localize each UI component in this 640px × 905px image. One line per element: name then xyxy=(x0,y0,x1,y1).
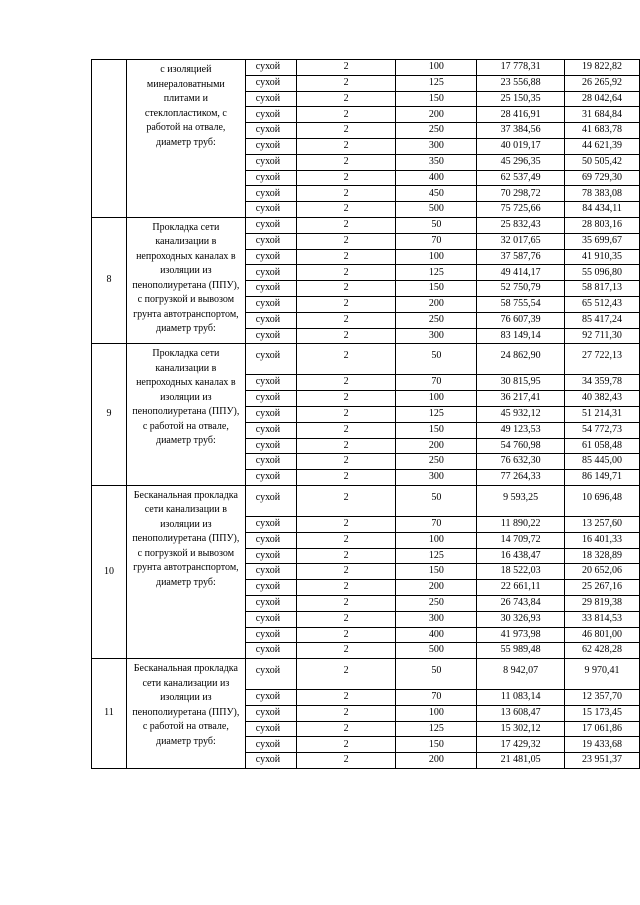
soil-type-cell: сухой xyxy=(245,705,296,721)
price-cell: 76 607,39 xyxy=(477,312,565,328)
diameter-cell: 50 xyxy=(396,659,477,690)
price-with-vat-cell: 44 621,39 xyxy=(565,138,640,154)
price-cell: 76 632,30 xyxy=(477,454,565,470)
price-cell: 17 429,32 xyxy=(477,737,565,753)
price-cell: 75 725,66 xyxy=(477,202,565,218)
category-cell: 2 xyxy=(296,438,396,454)
price-cell: 17 778,31 xyxy=(477,60,565,76)
diameter-cell: 100 xyxy=(396,532,477,548)
category-cell: 2 xyxy=(296,249,396,265)
diameter-cell: 250 xyxy=(396,454,477,470)
price-cell: 62 537,49 xyxy=(477,170,565,186)
price-cell: 70 298,72 xyxy=(477,186,565,202)
soil-type-cell: сухой xyxy=(245,516,296,532)
category-cell: 2 xyxy=(296,470,396,486)
price-with-vat-cell: 15 173,45 xyxy=(565,705,640,721)
category-cell: 2 xyxy=(296,721,396,737)
diameter-cell: 200 xyxy=(396,753,477,769)
soil-type-cell: сухой xyxy=(245,202,296,218)
soil-type-cell: сухой xyxy=(245,753,296,769)
category-cell: 2 xyxy=(296,186,396,202)
price-with-vat-cell: 35 699,67 xyxy=(565,233,640,249)
price-cell: 45 296,35 xyxy=(477,154,565,170)
category-cell: 2 xyxy=(296,202,396,218)
soil-type-cell: сухой xyxy=(245,217,296,233)
diameter-cell: 500 xyxy=(396,643,477,659)
price-cell: 14 709,72 xyxy=(477,532,565,548)
diameter-cell: 70 xyxy=(396,516,477,532)
diameter-cell: 400 xyxy=(396,170,477,186)
category-cell: 2 xyxy=(296,154,396,170)
price-with-vat-cell: 34 359,78 xyxy=(565,375,640,391)
soil-type-cell: сухой xyxy=(245,438,296,454)
soil-type-cell: сухой xyxy=(245,138,296,154)
price-cell: 23 556,88 xyxy=(477,75,565,91)
price-cell: 8 942,07 xyxy=(477,659,565,690)
soil-type-cell: сухой xyxy=(245,548,296,564)
diameter-cell: 250 xyxy=(396,595,477,611)
diameter-cell: 200 xyxy=(396,107,477,123)
soil-type-cell: сухой xyxy=(245,170,296,186)
soil-type-cell: сухой xyxy=(245,627,296,643)
price-cell: 41 973,98 xyxy=(477,627,565,643)
category-cell: 2 xyxy=(296,422,396,438)
category-cell: 2 xyxy=(296,485,396,516)
price-cell: 54 760,98 xyxy=(477,438,565,454)
category-cell: 2 xyxy=(296,705,396,721)
price-with-vat-cell: 50 505,42 xyxy=(565,154,640,170)
diameter-cell: 350 xyxy=(396,154,477,170)
diameter-cell: 300 xyxy=(396,328,477,344)
item-number: 10 xyxy=(92,485,127,658)
price-with-vat-cell: 18 328,89 xyxy=(565,548,640,564)
soil-type-cell: сухой xyxy=(245,454,296,470)
diameter-cell: 70 xyxy=(396,690,477,706)
category-cell: 2 xyxy=(296,580,396,596)
category-cell: 2 xyxy=(296,296,396,312)
diameter-cell: 400 xyxy=(396,627,477,643)
item-number: 11 xyxy=(92,659,127,769)
price-with-vat-cell: 17 061,86 xyxy=(565,721,640,737)
price-with-vat-cell: 54 772,73 xyxy=(565,422,640,438)
diameter-cell: 200 xyxy=(396,438,477,454)
price-with-vat-cell: 69 729,30 xyxy=(565,170,640,186)
category-cell: 2 xyxy=(296,328,396,344)
category-cell: 2 xyxy=(296,406,396,422)
price-with-vat-cell: 27 722,13 xyxy=(565,344,640,375)
soil-type-cell: сухой xyxy=(245,375,296,391)
diameter-cell: 150 xyxy=(396,91,477,107)
price-with-vat-cell: 40 382,43 xyxy=(565,391,640,407)
soil-type-cell: сухой xyxy=(245,737,296,753)
category-cell: 2 xyxy=(296,170,396,186)
price-with-vat-cell: 13 257,60 xyxy=(565,516,640,532)
price-cell: 49 123,53 xyxy=(477,422,565,438)
item-description: с изоляцией минераловатными плитами и стеклопластиком, с работой на отвале, диаметр труб: xyxy=(126,60,245,218)
price-cell: 24 862,90 xyxy=(477,344,565,375)
soil-type-cell: сухой xyxy=(245,485,296,516)
category-cell: 2 xyxy=(296,312,396,328)
diameter-cell: 200 xyxy=(396,296,477,312)
category-cell: 2 xyxy=(296,548,396,564)
price-with-vat-cell: 33 814,53 xyxy=(565,611,640,627)
category-cell: 2 xyxy=(296,737,396,753)
soil-type-cell: сухой xyxy=(245,281,296,297)
diameter-cell: 250 xyxy=(396,123,477,139)
category-cell: 2 xyxy=(296,611,396,627)
diameter-cell: 70 xyxy=(396,233,477,249)
category-cell: 2 xyxy=(296,138,396,154)
price-cell: 37 587,76 xyxy=(477,249,565,265)
diameter-cell: 50 xyxy=(396,344,477,375)
soil-type-cell: сухой xyxy=(245,328,296,344)
price-cell: 77 264,33 xyxy=(477,470,565,486)
category-cell: 2 xyxy=(296,91,396,107)
item-number xyxy=(92,60,127,218)
price-with-vat-cell: 23 951,37 xyxy=(565,753,640,769)
price-with-vat-cell: 9 970,41 xyxy=(565,659,640,690)
soil-type-cell: сухой xyxy=(245,296,296,312)
diameter-cell: 300 xyxy=(396,611,477,627)
diameter-cell: 125 xyxy=(396,721,477,737)
diameter-cell: 150 xyxy=(396,281,477,297)
diameter-cell: 125 xyxy=(396,406,477,422)
soil-type-cell: сухой xyxy=(245,406,296,422)
table-row xyxy=(92,344,640,375)
soil-type-cell: сухой xyxy=(245,690,296,706)
category-cell: 2 xyxy=(296,595,396,611)
diameter-cell: 450 xyxy=(396,186,477,202)
category-cell: 2 xyxy=(296,690,396,706)
soil-type-cell: сухой xyxy=(245,422,296,438)
table-row xyxy=(92,60,640,76)
price-with-vat-cell: 28 042,64 xyxy=(565,91,640,107)
item-number: 9 xyxy=(92,344,127,486)
price-cell: 15 302,12 xyxy=(477,721,565,737)
diameter-cell: 100 xyxy=(396,60,477,76)
item-description: Бесканальная прокладка сети канализации в изоляции из пенополиуретана (ППУ), с погрузкой и вывозом грунта автотранспортом, диаметр труб: xyxy=(126,485,245,658)
soil-type-cell: сухой xyxy=(245,721,296,737)
price-cell: 30 326,93 xyxy=(477,611,565,627)
soil-type-cell: сухой xyxy=(245,470,296,486)
price-with-vat-cell: 51 214,31 xyxy=(565,406,640,422)
price-with-vat-cell: 84 434,11 xyxy=(565,202,640,218)
soil-type-cell: сухой xyxy=(245,532,296,548)
category-cell: 2 xyxy=(296,265,396,281)
price-with-vat-cell: 12 357,70 xyxy=(565,690,640,706)
price-cell: 28 416,91 xyxy=(477,107,565,123)
price-cell: 32 017,65 xyxy=(477,233,565,249)
category-cell: 2 xyxy=(296,123,396,139)
soil-type-cell: сухой xyxy=(245,123,296,139)
diameter-cell: 100 xyxy=(396,249,477,265)
diameter-cell: 125 xyxy=(396,75,477,91)
category-cell: 2 xyxy=(296,643,396,659)
category-cell: 2 xyxy=(296,344,396,375)
diameter-cell: 300 xyxy=(396,138,477,154)
soil-type-cell: сухой xyxy=(245,186,296,202)
price-with-vat-cell: 25 267,16 xyxy=(565,580,640,596)
category-cell: 2 xyxy=(296,107,396,123)
price-cell: 40 019,17 xyxy=(477,138,565,154)
diameter-cell: 250 xyxy=(396,312,477,328)
price-cell: 45 932,12 xyxy=(477,406,565,422)
category-cell: 2 xyxy=(296,627,396,643)
price-cell: 13 608,47 xyxy=(477,705,565,721)
category-cell: 2 xyxy=(296,532,396,548)
soil-type-cell: сухой xyxy=(245,60,296,76)
category-cell: 2 xyxy=(296,375,396,391)
price-cell: 25 150,35 xyxy=(477,91,565,107)
soil-type-cell: сухой xyxy=(245,391,296,407)
diameter-cell: 50 xyxy=(396,217,477,233)
category-cell: 2 xyxy=(296,564,396,580)
price-cell: 26 743,84 xyxy=(477,595,565,611)
price-with-vat-cell: 10 696,48 xyxy=(565,485,640,516)
price-cell: 9 593,25 xyxy=(477,485,565,516)
diameter-cell: 150 xyxy=(396,564,477,580)
category-cell: 2 xyxy=(296,233,396,249)
soil-type-cell: сухой xyxy=(245,344,296,375)
soil-type-cell: сухой xyxy=(245,564,296,580)
price-cell: 21 481,05 xyxy=(477,753,565,769)
table-row xyxy=(92,217,640,233)
price-with-vat-cell: 85 445,00 xyxy=(565,454,640,470)
price-with-vat-cell: 85 417,24 xyxy=(565,312,640,328)
category-cell: 2 xyxy=(296,454,396,470)
soil-type-cell: сухой xyxy=(245,154,296,170)
price-with-vat-cell: 28 803,16 xyxy=(565,217,640,233)
category-cell: 2 xyxy=(296,391,396,407)
diameter-cell: 100 xyxy=(396,391,477,407)
soil-type-cell: сухой xyxy=(245,580,296,596)
category-cell: 2 xyxy=(296,753,396,769)
item-number: 8 xyxy=(92,217,127,343)
diameter-cell: 50 xyxy=(396,485,477,516)
diameter-cell: 150 xyxy=(396,422,477,438)
price-with-vat-cell: 20 652,06 xyxy=(565,564,640,580)
price-with-vat-cell: 46 801,00 xyxy=(565,627,640,643)
soil-type-cell: сухой xyxy=(245,611,296,627)
price-with-vat-cell: 19 433,68 xyxy=(565,737,640,753)
price-cell: 25 832,43 xyxy=(477,217,565,233)
price-cell: 11 890,22 xyxy=(477,516,565,532)
price-with-vat-cell: 62 428,28 xyxy=(565,643,640,659)
soil-type-cell: сухой xyxy=(245,643,296,659)
price-cell: 37 384,56 xyxy=(477,123,565,139)
price-cell: 18 522,03 xyxy=(477,564,565,580)
table-row xyxy=(92,659,640,690)
diameter-cell: 125 xyxy=(396,548,477,564)
price-with-vat-cell: 26 265,92 xyxy=(565,75,640,91)
price-with-vat-cell: 58 817,13 xyxy=(565,281,640,297)
category-cell: 2 xyxy=(296,75,396,91)
price-cell: 49 414,17 xyxy=(477,265,565,281)
category-cell: 2 xyxy=(296,281,396,297)
soil-type-cell: сухой xyxy=(245,595,296,611)
price-cell: 55 989,48 xyxy=(477,643,565,659)
diameter-cell: 500 xyxy=(396,202,477,218)
price-table-body xyxy=(92,60,640,769)
price-with-vat-cell: 61 058,48 xyxy=(565,438,640,454)
price-with-vat-cell: 86 149,71 xyxy=(565,470,640,486)
diameter-cell: 100 xyxy=(396,705,477,721)
soil-type-cell: сухой xyxy=(245,312,296,328)
price-table xyxy=(91,59,640,769)
price-with-vat-cell: 65 512,43 xyxy=(565,296,640,312)
price-cell: 30 815,95 xyxy=(477,375,565,391)
diameter-cell: 200 xyxy=(396,580,477,596)
price-with-vat-cell: 29 819,38 xyxy=(565,595,640,611)
category-cell: 2 xyxy=(296,60,396,76)
soil-type-cell: сухой xyxy=(245,75,296,91)
soil-type-cell: сухой xyxy=(245,91,296,107)
price-cell: 58 755,54 xyxy=(477,296,565,312)
item-description: Прокладка сети канализации в непроходных каналах в изоляции из пенополиуретана (ППУ), с работой на отвале, диаметр труб: xyxy=(126,344,245,486)
table-row xyxy=(92,485,640,516)
price-with-vat-cell: 78 383,08 xyxy=(565,186,640,202)
price-cell: 16 438,47 xyxy=(477,548,565,564)
diameter-cell: 70 xyxy=(396,375,477,391)
category-cell: 2 xyxy=(296,217,396,233)
price-cell: 11 083,14 xyxy=(477,690,565,706)
price-with-vat-cell: 41 683,78 xyxy=(565,123,640,139)
category-cell: 2 xyxy=(296,516,396,532)
price-cell: 22 661,11 xyxy=(477,580,565,596)
price-with-vat-cell: 92 711,30 xyxy=(565,328,640,344)
diameter-cell: 300 xyxy=(396,470,477,486)
price-with-vat-cell: 55 096,80 xyxy=(565,265,640,281)
price-with-vat-cell: 16 401,33 xyxy=(565,532,640,548)
diameter-cell: 150 xyxy=(396,737,477,753)
soil-type-cell: сухой xyxy=(245,233,296,249)
price-with-vat-cell: 19 822,82 xyxy=(565,60,640,76)
price-cell: 52 750,79 xyxy=(477,281,565,297)
price-cell: 83 149,14 xyxy=(477,328,565,344)
category-cell: 2 xyxy=(296,659,396,690)
soil-type-cell: сухой xyxy=(245,249,296,265)
item-description: Прокладка сети канализации в непроходных каналах в изоляции из пенополиуретана (ППУ), с погрузкой и вывозом грунта автотранспортом, диаметр труб: xyxy=(126,217,245,343)
soil-type-cell: сухой xyxy=(245,265,296,281)
price-with-vat-cell: 41 910,35 xyxy=(565,249,640,265)
soil-type-cell: сухой xyxy=(245,107,296,123)
diameter-cell: 125 xyxy=(396,265,477,281)
item-description: Бесканальная прокладка сети канализации из изоляции из пенополиуретана (ППУ), с работой на отвале, диаметр труб: xyxy=(126,659,245,769)
price-cell: 36 217,41 xyxy=(477,391,565,407)
soil-type-cell: сухой xyxy=(245,659,296,690)
price-with-vat-cell: 31 684,84 xyxy=(565,107,640,123)
